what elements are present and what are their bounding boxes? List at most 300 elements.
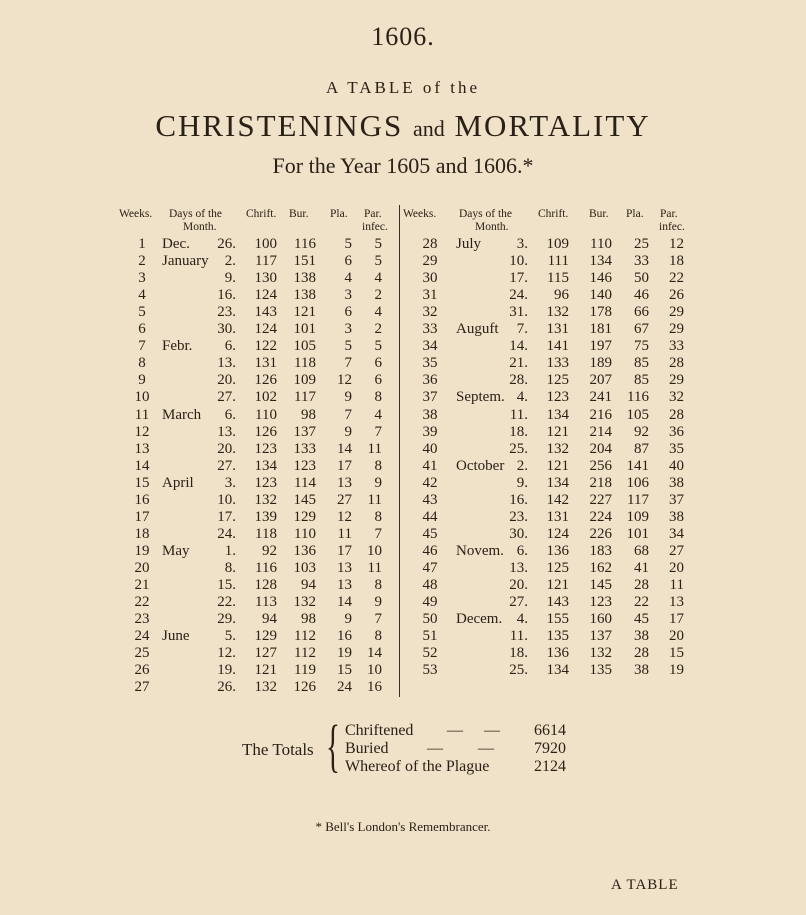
parishes-infected-value: 20 bbox=[669, 628, 684, 645]
plague-value: 3 bbox=[344, 287, 352, 304]
header-pla-left: Pla. bbox=[330, 208, 348, 220]
plague-value: 68 bbox=[634, 542, 649, 559]
header-days-right: Days of the bbox=[459, 208, 513, 220]
week-number: 9 bbox=[138, 372, 146, 389]
parishes-infected-value: 2 bbox=[374, 321, 382, 338]
week-number: 44 bbox=[422, 508, 438, 525]
christenings-value: 94 bbox=[262, 611, 277, 628]
parishes-infected-value: 35 bbox=[669, 440, 684, 457]
day-of-month: 4. bbox=[516, 389, 528, 406]
christenings-value: 134 bbox=[546, 474, 569, 491]
burials-value: 103 bbox=[293, 559, 316, 576]
christenings-value: 126 bbox=[254, 372, 277, 389]
month-name: Auguft bbox=[456, 321, 499, 338]
plague-value: 9 bbox=[344, 389, 352, 406]
burials-value: 145 bbox=[293, 491, 316, 508]
burials-value: 134 bbox=[589, 253, 612, 270]
parishes-infected-value: 4 bbox=[374, 406, 382, 423]
plague-value: 28 bbox=[634, 645, 649, 662]
plague-value: 5 bbox=[344, 338, 352, 355]
burials-value: 94 bbox=[301, 577, 316, 593]
christenings-value: 117 bbox=[255, 253, 277, 270]
parishes-infected-value: 6 bbox=[374, 355, 382, 372]
header-par-left: Par. bbox=[364, 208, 382, 220]
christenings-value: 141 bbox=[546, 338, 569, 355]
week-number: 34 bbox=[422, 338, 438, 355]
page-year: 1606. bbox=[371, 22, 435, 51]
week-number: 49 bbox=[422, 594, 438, 611]
week-number: 3 bbox=[138, 270, 146, 287]
burials-value: 98 bbox=[301, 611, 316, 628]
parishes-infected-value: 13 bbox=[669, 594, 684, 611]
plague-value: 13 bbox=[337, 474, 352, 491]
christenings-value: 121 bbox=[546, 457, 569, 474]
christenings-value: 125 bbox=[546, 559, 569, 576]
day-of-month: 8. bbox=[224, 559, 236, 576]
header-weeks-left: Weeks. bbox=[119, 208, 153, 220]
parishes-infected-value: 27 bbox=[669, 542, 684, 559]
day-of-month: 25. bbox=[509, 440, 528, 457]
day-of-month: 28. bbox=[509, 372, 528, 389]
plague-value: 38 bbox=[634, 628, 649, 645]
burials-value: 218 bbox=[589, 474, 612, 491]
burials-value: 227 bbox=[589, 491, 612, 508]
parishes-infected-value: 29 bbox=[669, 304, 684, 321]
plague-value: 17 bbox=[337, 457, 352, 474]
day-of-month: 9. bbox=[224, 270, 236, 287]
christenings-value: 136 bbox=[546, 542, 569, 559]
christenings-value: 143 bbox=[254, 304, 277, 321]
christenings-value: 123 bbox=[254, 440, 277, 457]
parishes-infected-value: 9 bbox=[374, 474, 382, 491]
plague-value: 16 bbox=[337, 628, 352, 645]
burials-value: 197 bbox=[589, 338, 612, 355]
parishes-infected-value: 22 bbox=[669, 270, 684, 287]
christenings-value: 136 bbox=[546, 645, 569, 662]
brace-icon: { bbox=[326, 713, 340, 778]
plague-value: 6 bbox=[344, 304, 352, 321]
christenings-value: 130 bbox=[254, 270, 277, 287]
day-of-month: 4. bbox=[516, 611, 528, 628]
day-of-month: 22. bbox=[217, 594, 236, 611]
main-title bbox=[0, 108, 806, 144]
plague-value: 116 bbox=[627, 389, 649, 406]
day-of-month: 11. bbox=[509, 406, 528, 423]
week-number: 29 bbox=[422, 253, 438, 270]
burials-value: 112 bbox=[294, 645, 316, 662]
day-of-month: 27. bbox=[217, 389, 236, 406]
week-number: 6 bbox=[138, 321, 146, 338]
day-of-month: 23. bbox=[217, 304, 236, 321]
parishes-infected-value: 8 bbox=[374, 577, 382, 593]
day-of-month: 2. bbox=[516, 457, 528, 474]
plague-value: 85 bbox=[634, 372, 649, 389]
christenings-value: 121 bbox=[254, 662, 277, 679]
plague-value: 4 bbox=[344, 270, 352, 287]
burials-value: 109 bbox=[293, 372, 316, 389]
parishes-infected-value: 40 bbox=[669, 457, 684, 474]
christenings-value: 113 bbox=[255, 594, 277, 611]
christenings-value: 111 bbox=[547, 253, 569, 270]
burials-value: 132 bbox=[293, 594, 316, 611]
week-number: 47 bbox=[422, 559, 438, 576]
burials-value: 138 bbox=[293, 287, 316, 304]
plague-value: 141 bbox=[626, 457, 649, 474]
week-number: 24 bbox=[134, 628, 150, 645]
parishes-infected-value: 28 bbox=[669, 406, 684, 423]
month-name: October bbox=[456, 457, 505, 474]
christenings-value: 143 bbox=[546, 594, 569, 611]
month-name: May bbox=[162, 542, 190, 559]
day-of-month: 27. bbox=[217, 457, 236, 474]
plague-value: 50 bbox=[634, 270, 649, 287]
burials-value: 145 bbox=[589, 577, 612, 593]
christenings-value: 132 bbox=[546, 304, 569, 321]
christenings-value: 127 bbox=[254, 645, 277, 662]
christenings-value: 133 bbox=[546, 355, 569, 372]
day-of-month: 1. bbox=[224, 542, 236, 559]
burials-value: 123 bbox=[589, 594, 612, 611]
burials-value: 137 bbox=[293, 423, 316, 440]
parishes-infected-value: 12 bbox=[669, 236, 684, 252]
dash: — bbox=[447, 722, 463, 739]
week-number: 42 bbox=[422, 474, 438, 491]
christenings-value: 135 bbox=[546, 628, 569, 645]
totals-christened-label: Chriftened bbox=[345, 722, 414, 739]
parishes-infected-value: 19 bbox=[669, 662, 684, 679]
week-number: 41 bbox=[422, 457, 438, 474]
week-number: 31 bbox=[422, 287, 438, 304]
day-of-month: 2. bbox=[224, 253, 236, 270]
plague-value: 9 bbox=[344, 611, 352, 628]
month-name: Novem. bbox=[456, 542, 504, 559]
parishes-infected-value: 9 bbox=[374, 594, 382, 611]
christenings-value: 124 bbox=[254, 287, 277, 304]
week-number: 50 bbox=[422, 611, 438, 628]
burials-value: 181 bbox=[589, 321, 612, 338]
burials-value: 135 bbox=[589, 662, 612, 679]
week-number: 38 bbox=[422, 406, 438, 423]
parishes-infected-value: 7 bbox=[374, 611, 382, 628]
christenings-value: 118 bbox=[255, 525, 277, 542]
parishes-infected-value: 36 bbox=[669, 423, 684, 440]
plague-value: 5 bbox=[344, 236, 352, 252]
dash: — bbox=[478, 740, 494, 757]
day-of-month: 3. bbox=[224, 474, 236, 491]
parishes-infected-value: 38 bbox=[669, 474, 684, 491]
burials-value: 136 bbox=[293, 542, 316, 559]
burials-value: 117 bbox=[294, 389, 316, 406]
header-bur-right: Bur. bbox=[589, 208, 609, 220]
week-number: 45 bbox=[422, 525, 438, 542]
header-weeks-right: Weeks. bbox=[403, 208, 437, 220]
parishes-infected-value: 11 bbox=[669, 577, 684, 593]
christenings-value: 125 bbox=[546, 372, 569, 389]
burials-value: 110 bbox=[590, 236, 612, 252]
plague-value: 109 bbox=[626, 508, 649, 525]
parishes-infected-value: 5 bbox=[374, 253, 382, 270]
burials-value: 224 bbox=[589, 508, 612, 525]
totals-buried-label: Buried bbox=[345, 740, 389, 757]
week-number: 37 bbox=[422, 389, 438, 406]
title-and: and bbox=[412, 116, 445, 141]
day-of-month: 23. bbox=[509, 508, 528, 525]
week-number: 48 bbox=[422, 577, 438, 593]
parishes-infected-value: 37 bbox=[669, 491, 684, 508]
title-mortality: MORTALITY bbox=[454, 108, 651, 143]
burials-value: 162 bbox=[589, 559, 612, 576]
week-number: 23 bbox=[134, 611, 150, 628]
day-of-month: 17. bbox=[509, 270, 528, 287]
plague-value: 22 bbox=[634, 594, 649, 611]
day-of-month: 16. bbox=[217, 287, 236, 304]
totals-plague-value: 2124 bbox=[534, 758, 566, 775]
plague-value: 12 bbox=[337, 508, 352, 525]
week-number: 28 bbox=[422, 236, 438, 252]
week-number: 7 bbox=[138, 338, 146, 355]
parishes-infected-value: 28 bbox=[669, 355, 684, 372]
burials-value: 98 bbox=[301, 406, 316, 423]
totals-label: The Totals bbox=[242, 740, 314, 759]
christenings-value: 128 bbox=[254, 577, 277, 593]
parishes-infected-value: 11 bbox=[367, 491, 382, 508]
plague-value: 28 bbox=[634, 577, 649, 593]
burials-value: 214 bbox=[589, 423, 612, 440]
plague-value: 17 bbox=[337, 542, 352, 559]
month-name: July bbox=[456, 236, 482, 252]
week-number: 22 bbox=[134, 594, 150, 611]
title-christenings: CHRISTENINGS bbox=[155, 108, 404, 143]
burials-value: 114 bbox=[294, 474, 316, 491]
week-number: 20 bbox=[134, 559, 150, 576]
day-of-month: 13. bbox=[217, 423, 236, 440]
day-of-month: 20. bbox=[509, 577, 528, 593]
day-of-month: 26. bbox=[217, 679, 236, 696]
plague-value: 105 bbox=[626, 406, 649, 423]
parishes-infected-value: 26 bbox=[669, 287, 684, 304]
plague-value: 14 bbox=[337, 440, 352, 457]
day-of-month: 19. bbox=[217, 662, 236, 679]
burials-value: 110 bbox=[294, 525, 316, 542]
week-number: 10 bbox=[134, 389, 150, 406]
burials-value: 119 bbox=[294, 662, 316, 679]
week-number: 43 bbox=[422, 491, 438, 508]
plague-value: 117 bbox=[627, 491, 649, 508]
christenings-value: 110 bbox=[255, 406, 277, 423]
plague-value: 92 bbox=[634, 423, 649, 440]
plague-value: 101 bbox=[626, 525, 649, 542]
week-number: 51 bbox=[422, 628, 438, 645]
week-number: 33 bbox=[422, 321, 438, 338]
christenings-value: 132 bbox=[254, 491, 277, 508]
day-of-month: 30. bbox=[217, 321, 236, 338]
christenings-value: 131 bbox=[546, 508, 569, 525]
burials-value: 116 bbox=[294, 236, 316, 252]
christenings-value: 142 bbox=[546, 491, 569, 508]
week-number: 53 bbox=[422, 662, 438, 679]
burials-value: 105 bbox=[293, 338, 316, 355]
burials-value: 189 bbox=[589, 355, 612, 372]
plague-value: 67 bbox=[634, 321, 649, 338]
header-month-right: Month. bbox=[475, 221, 509, 233]
table-heading: A TABLE of the bbox=[325, 78, 481, 97]
christenings-value: 124 bbox=[546, 525, 569, 542]
burials-value: 226 bbox=[589, 525, 612, 542]
burials-value: 118 bbox=[294, 355, 316, 372]
day-of-month: 20. bbox=[217, 372, 236, 389]
day-of-month: 14. bbox=[509, 338, 528, 355]
day-of-month: 29. bbox=[217, 611, 236, 628]
day-of-month: 13. bbox=[509, 559, 528, 576]
header-bur-left: Bur. bbox=[289, 208, 309, 220]
week-number: 25 bbox=[134, 645, 150, 662]
day-of-month: 13. bbox=[217, 355, 236, 372]
week-number: 30 bbox=[422, 270, 438, 287]
month-name: Dec. bbox=[162, 236, 190, 252]
christenings-value: 124 bbox=[254, 321, 277, 338]
week-number: 21 bbox=[134, 577, 150, 593]
month-name: Febr. bbox=[162, 338, 193, 355]
week-number: 16 bbox=[134, 491, 150, 508]
week-number: 26 bbox=[134, 662, 150, 679]
burials-value: 216 bbox=[589, 406, 612, 423]
plague-value: 11 bbox=[337, 525, 352, 542]
day-of-month: 10. bbox=[509, 253, 528, 270]
burials-value: 121 bbox=[293, 304, 316, 321]
plague-value: 3 bbox=[344, 321, 352, 338]
burials-value: 146 bbox=[589, 270, 612, 287]
parishes-infected-value: 6 bbox=[374, 372, 382, 389]
christenings-value: 131 bbox=[254, 355, 277, 372]
month-name: Decem. bbox=[456, 611, 503, 628]
burials-value: 256 bbox=[589, 457, 612, 474]
parishes-infected-value: 32 bbox=[669, 389, 684, 406]
month-name: April bbox=[162, 474, 194, 491]
week-number: 11 bbox=[134, 406, 150, 423]
burials-value: 160 bbox=[589, 611, 612, 628]
day-of-month: 12. bbox=[217, 645, 236, 662]
christenings-value: 102 bbox=[254, 389, 277, 406]
plague-value: 33 bbox=[634, 253, 649, 270]
week-number: 35 bbox=[422, 355, 438, 372]
parishes-infected-value: 20 bbox=[669, 559, 684, 576]
christenings-value: 123 bbox=[254, 474, 277, 491]
day-of-month: 18. bbox=[509, 645, 528, 662]
month-name: January bbox=[162, 253, 209, 270]
week-number: 8 bbox=[138, 355, 146, 372]
christenings-value: 121 bbox=[546, 577, 569, 593]
parishes-infected-value: 17 bbox=[669, 611, 684, 628]
burials-value: 138 bbox=[293, 270, 316, 287]
day-of-month: 24. bbox=[217, 525, 236, 542]
burials-value: 207 bbox=[589, 372, 612, 389]
week-number: 46 bbox=[422, 542, 438, 559]
week-number: 17 bbox=[134, 508, 150, 525]
parishes-infected-value: 8 bbox=[374, 628, 382, 645]
parishes-infected-value: 18 bbox=[669, 253, 684, 270]
plague-value: 66 bbox=[634, 304, 649, 321]
christenings-value: 134 bbox=[546, 406, 569, 423]
christenings-value: 96 bbox=[554, 287, 569, 304]
year-subtitle: For the Year 1605 and 1606.* bbox=[272, 153, 534, 178]
christenings-value: 122 bbox=[254, 338, 277, 355]
parishes-infected-value: 4 bbox=[374, 304, 382, 321]
plague-value: 27 bbox=[337, 491, 352, 508]
header-par-right: Par. bbox=[660, 208, 678, 220]
catchword: A TABLE bbox=[611, 877, 679, 893]
plague-value: 41 bbox=[634, 559, 649, 576]
burials-value: 204 bbox=[589, 440, 612, 457]
christenings-value: 115 bbox=[547, 270, 569, 287]
parishes-infected-value: 29 bbox=[669, 321, 684, 338]
week-number: 1 bbox=[138, 236, 146, 252]
day-of-month: 27. bbox=[509, 594, 528, 611]
burials-value: 129 bbox=[293, 508, 316, 525]
day-of-month: 6. bbox=[224, 406, 236, 423]
header-infec-right: infec. bbox=[659, 221, 685, 233]
burials-value: 133 bbox=[293, 440, 316, 457]
christenings-value: 109 bbox=[546, 236, 569, 252]
table-heading-line bbox=[0, 78, 806, 98]
christenings-value: 132 bbox=[546, 440, 569, 457]
christenings-value: 131 bbox=[546, 321, 569, 338]
week-number: 13 bbox=[134, 440, 150, 457]
header-days-left: Days of the bbox=[169, 208, 223, 220]
month-name: March bbox=[162, 406, 202, 423]
plague-value: 6 bbox=[344, 253, 352, 270]
plague-value: 46 bbox=[634, 287, 649, 304]
plague-value: 38 bbox=[634, 662, 649, 679]
parishes-infected-value: 7 bbox=[374, 423, 382, 440]
week-number: 14 bbox=[134, 457, 150, 474]
day-of-month: 26. bbox=[217, 236, 236, 252]
day-of-month: 25. bbox=[509, 662, 528, 679]
plague-value: 19 bbox=[337, 645, 352, 662]
month-name: June bbox=[162, 628, 190, 645]
parishes-infected-value: 11 bbox=[367, 440, 382, 457]
plague-value: 75 bbox=[634, 338, 649, 355]
burials-value: 112 bbox=[294, 628, 316, 645]
parishes-infected-value: 2 bbox=[374, 287, 382, 304]
christenings-value: 155 bbox=[546, 611, 569, 628]
footnote: * Bell's London's Remembrancer. bbox=[315, 819, 491, 834]
week-number: 52 bbox=[422, 645, 438, 662]
burials-value: 137 bbox=[589, 628, 612, 645]
parishes-infected-value: 11 bbox=[367, 559, 382, 576]
parishes-infected-value: 5 bbox=[374, 338, 382, 355]
day-of-month: 9. bbox=[516, 474, 528, 491]
plague-value: 9 bbox=[344, 423, 352, 440]
week-number: 19 bbox=[134, 542, 150, 559]
day-of-month: 6. bbox=[516, 542, 528, 559]
christenings-value: 100 bbox=[254, 236, 277, 252]
day-of-month: 17. bbox=[217, 508, 236, 525]
totals-buried-value: 7920 bbox=[534, 740, 566, 757]
parishes-infected-value: 5 bbox=[374, 236, 382, 252]
week-number: 2 bbox=[138, 253, 146, 270]
parishes-infected-value: 14 bbox=[367, 645, 382, 662]
parishes-infected-value: 8 bbox=[374, 389, 382, 406]
dash: — bbox=[427, 740, 443, 757]
christenings-value: 134 bbox=[254, 457, 277, 474]
column-divider bbox=[399, 205, 400, 697]
week-number: 27 bbox=[134, 679, 150, 696]
parishes-infected-value: 4 bbox=[374, 270, 382, 287]
day-of-month: 31. bbox=[509, 304, 528, 321]
parishes-infected-value: 33 bbox=[669, 338, 684, 355]
burials-value: 132 bbox=[589, 645, 612, 662]
christenings-value: 92 bbox=[262, 542, 277, 559]
